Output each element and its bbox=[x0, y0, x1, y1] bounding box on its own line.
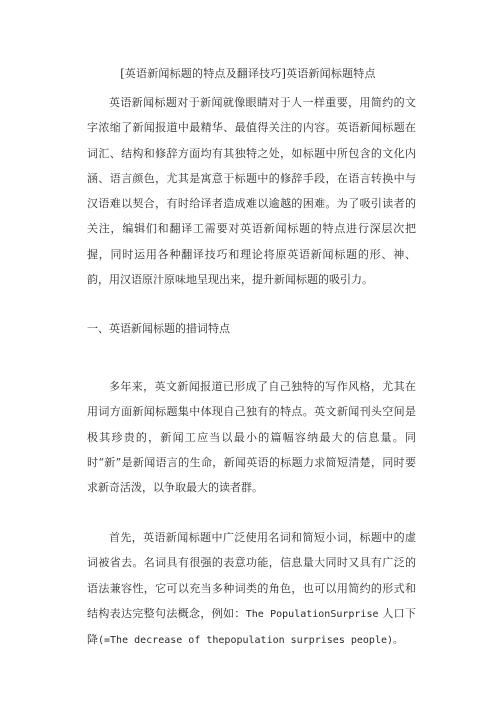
document-title: [英语新闻标题的特点及翻译技巧]英语新闻标题特点 bbox=[120, 67, 376, 80]
example-translation: 人口下降 bbox=[87, 606, 417, 647]
body-paragraph-2: 多年来，英文新闻报道已形成了自己独特的写作风格，尤其在用词方面新闻标题集中体现自己独有的特点。英文新闻刊头空间是极其珍贵的，新闻工应当以最小的篇幅容纳最大的信息量。同时“新”是新闻语言的生命，新闻英语的标题力求简短清楚，同时要求新奇活泼，以争取最大的读者群。 bbox=[87, 380, 416, 495]
paragraph-3-text: 首先，英语新闻标题中广泛使用名词和简短小词，标题中的虚词被省去。名词具有很强的表意功能，信息量大同时又具有广泛的语法兼容性，它可以充当多种词类的角色，也可以用简约的形式和结构表达完整句法概念，例如： bbox=[87, 531, 416, 620]
body-paragraph-3 bbox=[87, 525, 416, 653]
section-heading: 一、英语新闻标题的措词特点 bbox=[87, 322, 230, 335]
example-gloss: (=The decrease of thepopulation surprises people)。 bbox=[98, 635, 404, 647]
example-headline: The PopulationSurprise bbox=[245, 608, 379, 620]
intro-paragraph: 英语新闻标题对于新闻就像眼睛对于人一样重要，用简约的文字浓缩了新闻报道中最精华、最值得关注的内容。英语新闻标题在词汇、结构和修辞方面均有其独特之处，如标题中所包含的文化内涵、语言颜色，尤其是寓意于标题中的修辞手段，在语言转换中与汉语难以契合，有时给译者造成难以逾越的困难。为了吸引读者的关注，编辑们和翻译工需要对英语新闻标题的特点进行深层次把握，同时运用各种翻译技巧和理论将原英语新闻标题的形、神、韵，用汉语原汁原味地呈现出来，提升新闻标题的吸引力。 bbox=[87, 96, 416, 287]
